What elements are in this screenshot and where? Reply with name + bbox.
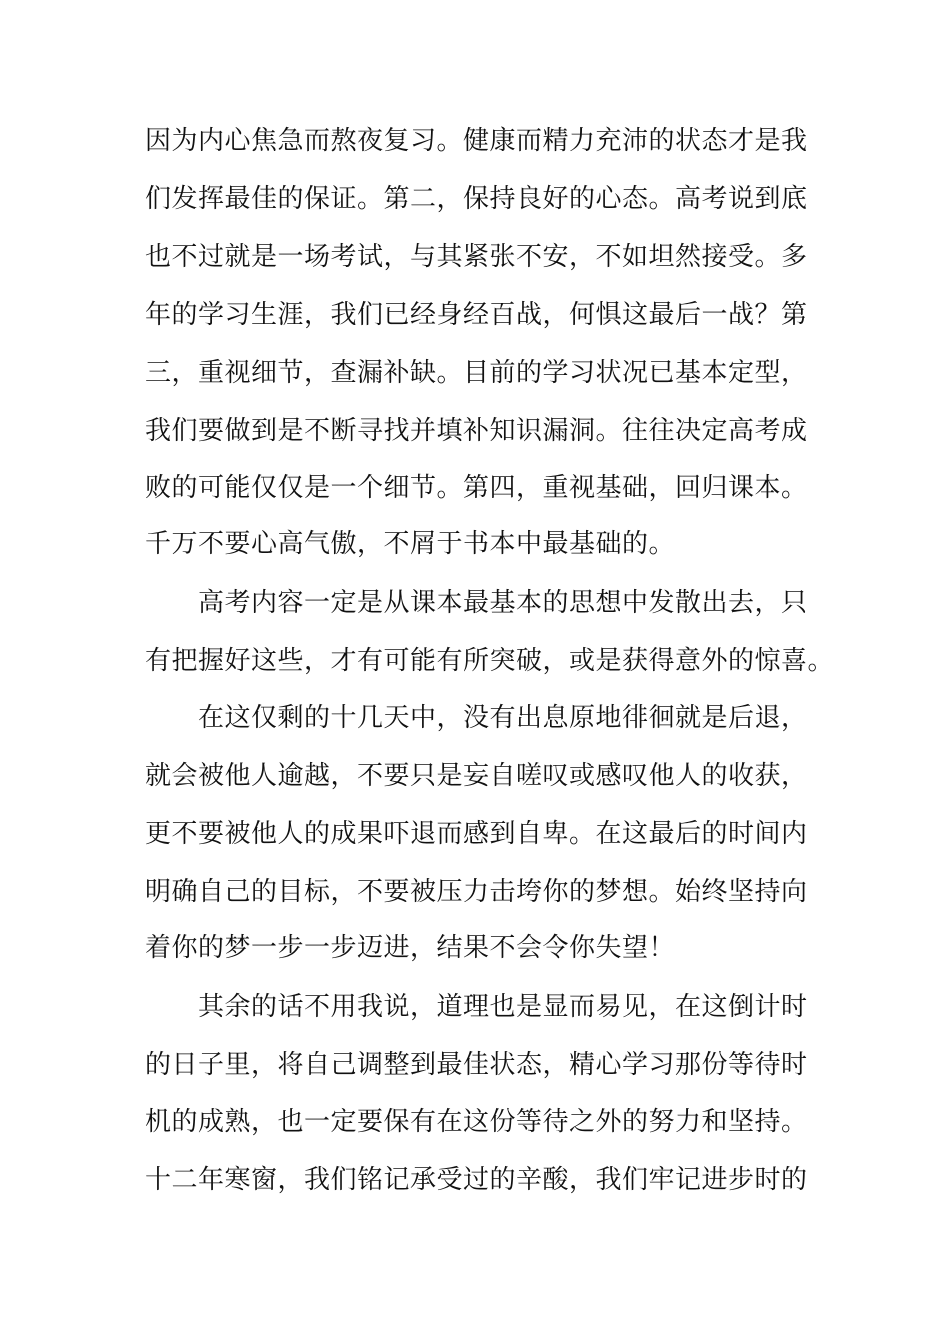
- text-line: 十二年寒窗，我们铭记承受过的辛酸，我们牢记进步时的: [145, 1165, 808, 1195]
- text-line: 机的成熟，也一定要保有在这份等待之外的努力和坚持。: [145, 1107, 808, 1137]
- text-line: 千万不要心高气傲，不屑于书本中最基础的。: [145, 529, 676, 559]
- text-line: 们发挥最佳的保证。第二，保持良好的心态。高考说到底: [145, 184, 808, 214]
- text-line: 也不过就是一场考试，与其紧张不安，不如坦然接受。多: [145, 242, 808, 272]
- text-line: 有把握好这些，才有可能有所突破，或是获得意外的惊喜。: [145, 646, 835, 676]
- text-line: 的日子里，将自己调整到最佳状态，精心学习那份等待时: [145, 1050, 808, 1080]
- text-line: 着你的梦一步一步迈进，结果不会令你失望！: [145, 933, 676, 963]
- text-line: 年的学习生涯，我们已经身经百战，何惧这最后一战？第: [145, 300, 808, 330]
- text-line: 败的可能仅仅是一个细节。第四，重视基础，回归课本。: [145, 473, 808, 503]
- paragraph-first-line: 在这仅剩的十几天中，没有出息原地徘徊就是后退，: [198, 703, 808, 733]
- text-line: 更不要被他人的成果吓退而感到自卑。在这最后的时间内: [145, 819, 808, 849]
- text-line: 就会被他人逾越，不要只是妄自嗟叹或感叹他人的收获，: [145, 761, 808, 791]
- paragraph-first-line: 高考内容一定是从课本最基本的思想中发散出去，只: [198, 588, 808, 618]
- text-line: 三，重视细节，查漏补缺。目前的学习状况已基本定型，: [145, 358, 808, 388]
- text-line: 因为内心焦急而熬夜复习。健康而精力充沛的状态才是我: [145, 126, 808, 156]
- paragraph-first-line: 其余的话不用我说，道理也是显而易见，在这倒计时: [198, 992, 808, 1022]
- text-line: 明确自己的目标，不要被压力击垮你的梦想。始终坚持向: [145, 877, 808, 907]
- text-line: 我们要做到是不断寻找并填补知识漏洞。往往决定高考成: [145, 416, 808, 446]
